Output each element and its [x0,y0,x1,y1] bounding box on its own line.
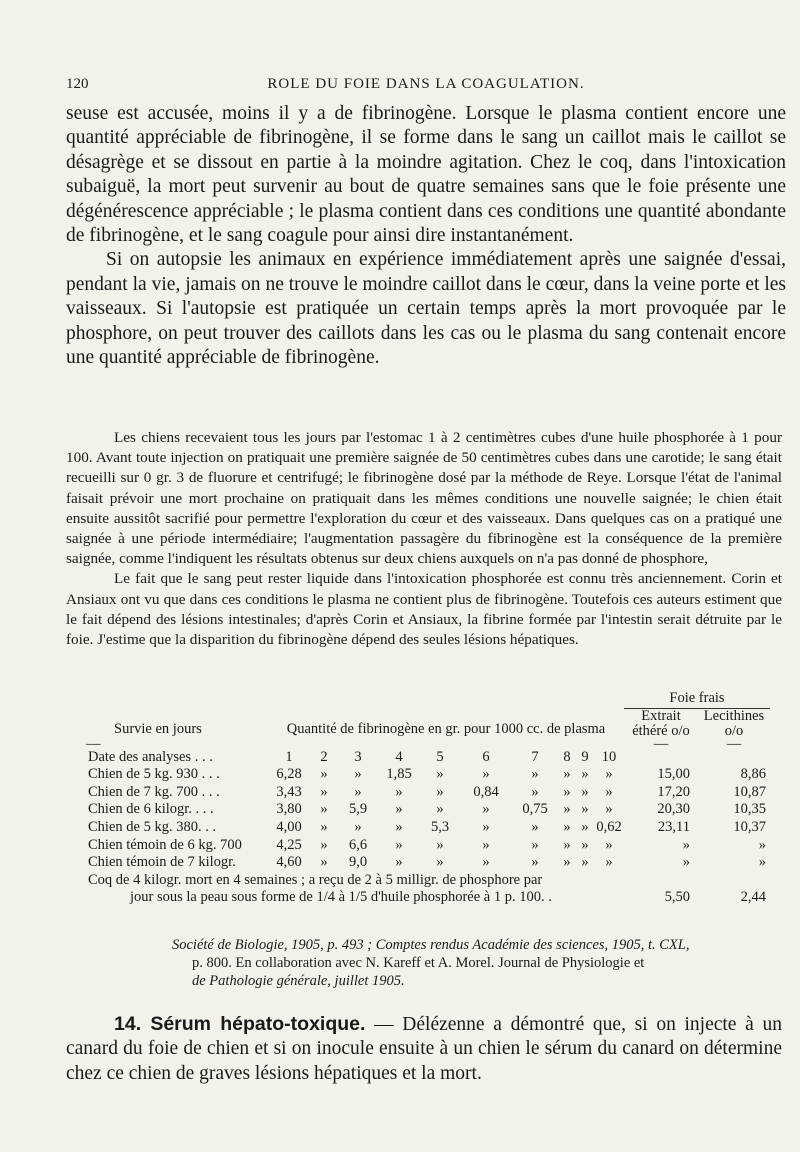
table-cell: » [531,818,539,835]
table-cell: 4,00 [276,818,302,835]
table-cell: » [436,801,444,818]
table-cell: » [563,854,571,871]
section-text: — Délézenne a démontré que, si on injecte à un canard du foie de chien et si on inocule ensuite à un chien le sérum du canard on détermine chez ce chien de graves lésions hépatiques et la mort. [66,1014,782,1084]
section-heading: 14. Sérum hépato-toxique. [114,1013,366,1035]
reference-line-2: p. 800. En collaboration avec N. Kareff et A. Morel. Journal de Physiologie et [192,955,645,971]
reference-line-3: de Pathologie générale, juillet 1905. [192,973,405,989]
dash: — [726,735,742,752]
table-cell: 8 [563,748,571,765]
table-cell: » [581,818,589,835]
table-cell: 3 [354,748,362,765]
table-cell: » [436,783,444,800]
table-cell: » [436,854,444,871]
lecithines-cell: 10,35 [733,801,766,818]
row-label: Date des analyses . . . [88,748,213,765]
table-cell: 6 [482,748,490,765]
table-cell: » [581,854,589,871]
table-row [86,784,770,802]
body-paragraph-1: seuse est accusée, moins il y a de fibrinogène. Lorsque le plasma contient encore une quantité appréciable de fibrinogène, il se forme dans le sang un caillot mais le caillot se désagrège et se dissout en partie à la moindre agitation. Chez le coq, dans l'intoxication subaiguë, la mort peut survenir au bout de quatre semaines sans que le foie présente une dégénérescence appréciable ; le plasma contient dans ces conditions une quantité abondante de fibrinogène, et le sang coagule pour ainsi dire instantanément. [66,103,786,247]
table-cell: » [563,766,571,783]
table-cell: 3,43 [276,783,302,800]
table-cell: » [605,783,613,800]
lecithines-header: Lecithines o/o [703,707,765,739]
table-cell: » [395,801,403,818]
extrait-cell: 20,30 [657,801,690,818]
table-cell: 6,28 [276,766,302,783]
running-title: ROLE DU FOIE DANS LA COAGULATION. [267,76,585,92]
table-cell: » [354,783,362,800]
extrait-cell: 17,20 [657,783,690,800]
extrait-cell: 23,11 [657,818,690,835]
row-label: Chien de 7 kg. 700 . . . [88,783,220,800]
table-cell: » [531,836,539,853]
table-cell: 4,25 [276,836,302,853]
table-cell: 7 [531,748,539,765]
coq-lecithines: 2,44 [740,889,766,906]
small-paragraph-1: Les chiens recevaient tous les jours par l'estomac 1 à 2 centimètres cubes d'une huile phosphorée à 1 pour 100. Avant toute injection on pratiquait une première saignée de 50 centimètres cubes dans une carotide; le sang était recueilli sur 0 gr. 3 de fluorure et centrifugé; le fibrinogène dosé par la méthode de Reye. Lorsque l'état de l'animal faisait prévoir une mort prochaine on pratiquait dans les mêmes conditions une nouvelle saignée; le chien était ensuite aussitôt sacrifié pour permettre l'exploration du cœur et des vaisseaux. Dans quelques cas on a pratiqué une saignée à une période intermédiaire; l'augmentation passagère du fibrinogène est la conséquence de la première saignée, comme l'indiquent les résultats obtenus sur deux chiens auxquels on n'a pas donné de phosphore, [66,429,782,568]
table-cell: » [605,836,613,853]
table-row [86,819,770,837]
extrait-cell: » [682,836,690,853]
table-cell: » [482,801,490,818]
table-cell: » [354,818,362,835]
reference-line-1: Société de Biologie, 1905, p. 493 ; Comptes rendus Académie des sciences, 1905, t. CXL, [172,937,690,953]
coq-extrait: 5,50 [664,889,690,906]
main-text [66,102,786,370]
table-cell: » [581,836,589,853]
table-cell: 5,3 [430,818,450,835]
table-cell: » [320,783,328,800]
table-cell: » [563,783,571,800]
table-cell: » [605,766,613,783]
extrait-cell: » [682,854,690,871]
lecithines-cell: 10,37 [733,818,766,835]
table-cell: 9 [581,748,589,765]
page-number: 120 [66,76,89,92]
table-cell: » [320,766,328,783]
lecithines-cell: » [758,854,766,871]
row-label: Chien de 6 kilogr. . . . [88,801,214,818]
table-cell: » [605,854,613,871]
quantite-header: Quantité de fibrinogène en gr. pour 1000 cc. de plasma [286,721,606,737]
table-cell: » [581,783,589,800]
table-cell: » [531,783,539,800]
row-label: Chien de 5 kg. 380. . . [88,818,217,835]
table-cell: » [320,836,328,853]
table-row [86,837,770,855]
experiment-note [66,428,782,650]
table-cell: » [395,836,403,853]
table-cell: 5,9 [348,801,368,818]
table-cell: 4 [395,748,403,765]
table-cell: » [531,854,539,871]
row-label: Chien témoin de 6 kg. 700 [88,836,242,853]
coq-line-1: Coq de 4 kilogr. mort en 4 semaines ; a reçu de 2 à 5 milligr. de phosphore par [88,871,543,888]
table-cell: » [436,836,444,853]
table-cell: 3,80 [276,801,302,818]
table-cell: 9,0 [348,854,368,871]
table-cell: 5 [436,748,444,765]
table-cell: 10 [601,748,617,765]
table-cell: » [605,801,613,818]
table-cell: » [320,854,328,871]
table-cell: » [581,801,589,818]
body-paragraph-2: Si on autopsie les animaux en expérience immédiatement après une saignée d'essai, pendant la vie, jamais on ne trouve le moindre caillot dans le cœur, dans la veine porte et les vaisseaux. Si l'autopsie est pratiquée un certain temps après la mort provoquée par le phosphore, on peut trouver des caillots dans les cas ou le plasma du sang contenait encore une quantité appréciable de fibrinogène. [66,249,786,369]
lecithines-cell: 10,87 [733,783,766,800]
table-cell: » [563,818,571,835]
table-cell: » [482,818,490,835]
table-cell: 4,60 [276,854,302,871]
table-row [86,801,770,819]
survie-header: Survie en jours [114,721,202,737]
section-14 [66,1012,782,1086]
extrait-cell: 15,00 [657,766,690,783]
small-paragraph-2: Le fait que le sang peut rester liquide dans l'intoxication phosphorée est connu très anciennement. Corin et Ansiaux ont vu que dans ces conditions le plasma ne contient plus de fibrinogène. Toutefois ces auteurs estiment que le fait dépend des lésions intestinales; d'après Corin et Ansiaux, la fibrine formée par l'intestin serait détruite par le foie. J'estime que la disparition du fibrinogène dépend des seules lésions hépatiques. [66,570,782,649]
table-cell: 6,6 [348,836,368,853]
row-label: Chien de 5 kg. 930 . . . [88,766,220,783]
reference-block [172,936,754,990]
table-cell: » [320,818,328,835]
table-cell: » [531,766,539,783]
table-cell: » [395,854,403,871]
foie-frais-header: Foie frais [624,690,770,708]
table-cell: 1,85 [386,766,412,783]
table-cell: » [436,766,444,783]
table-cell: » [482,854,490,871]
coq-line-2: jour sous la peau sous forme de 1/4 à 1/5 d'huile phosphorée à 1 p. 100. . [130,889,552,906]
table-cell: » [482,766,490,783]
lecithines-cell: 8,86 [740,766,766,783]
table-row [86,766,770,784]
table-cell: 1 [285,748,293,765]
dash: — [653,735,669,752]
table-cell: » [563,801,571,818]
row-label: Chien témoin de 7 kilogr. [88,854,236,871]
table-cell: » [581,766,589,783]
table-cell: 0,62 [596,818,622,835]
table-cell: » [354,766,362,783]
table-cell: 0,84 [473,783,499,800]
table-row [86,854,770,872]
lecithines-cell: » [758,836,766,853]
table-cell: » [320,801,328,818]
running-header [66,76,786,96]
table-cell: » [395,783,403,800]
fibrinogen-table [86,690,770,907]
dash: — [86,735,101,752]
table-cell: » [395,818,403,835]
table-cell: » [563,836,571,853]
table-cell: 0,75 [522,801,548,818]
extrait-header: Extrait éthéré o/o [632,707,690,739]
table-cell: 2 [320,748,328,765]
table-cell: » [482,836,490,853]
